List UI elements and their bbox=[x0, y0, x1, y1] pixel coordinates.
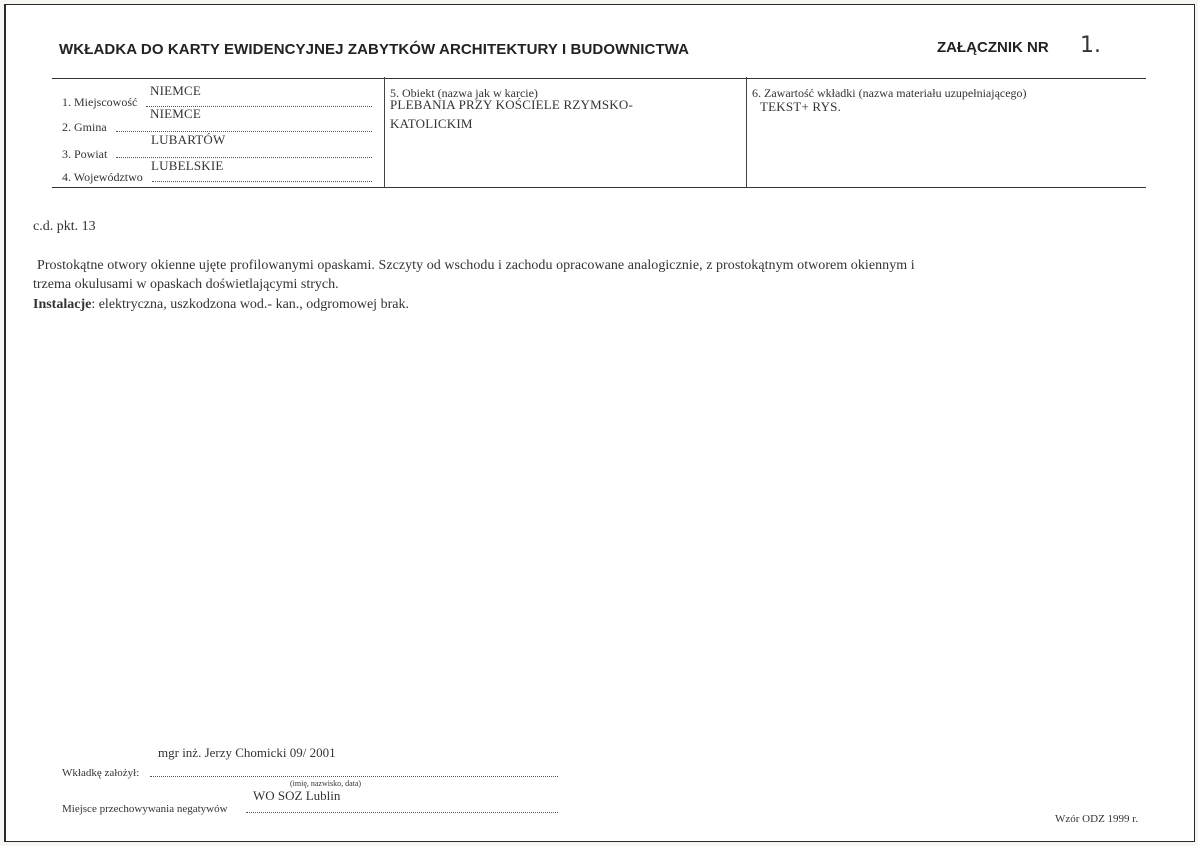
template-version: Wzór ODZ 1999 r. bbox=[1055, 813, 1139, 825]
wojewodztwo-dotted-line bbox=[152, 181, 372, 182]
column-divider-1 bbox=[384, 77, 385, 188]
miejscowosc-label: 1. Miejscowość bbox=[62, 95, 138, 109]
installations-line bbox=[33, 297, 409, 313]
form-sheet bbox=[4, 4, 1195, 842]
annex-number: 1. bbox=[1080, 33, 1101, 58]
column-divider-2 bbox=[746, 77, 747, 188]
wojewodztwo-label: 4. Województwo bbox=[62, 170, 143, 184]
miejscowosc-value: NIEMCE bbox=[150, 83, 202, 98]
object-value-line2: KATOLICKIM bbox=[390, 116, 473, 131]
annex-label: ZAŁĄCZNIK NR bbox=[937, 39, 1049, 56]
contents-value: TEKST+ RYS. bbox=[760, 99, 842, 114]
description-line-2: trzema okulusami w opaskach doświetlającymi strych. bbox=[33, 277, 339, 292]
powiat-label: 3. Powiat bbox=[62, 147, 108, 161]
object-label: 5. Obiekt (nazwa jak w karcie) bbox=[390, 86, 538, 100]
table-bottom-rule bbox=[52, 187, 1146, 188]
object-value-line1: PLEBANIA PRZY KOŚCIELE RZYMSKO- bbox=[390, 97, 633, 112]
author-value: mgr inż. Jerzy Chomicki 09/ 2001 bbox=[158, 745, 336, 760]
storage-label: Miejsce przechowywania negatywów bbox=[62, 803, 228, 815]
storage-value: WO SOZ Lublin bbox=[253, 788, 341, 803]
installations-label: Instalacje bbox=[33, 297, 92, 312]
installations-text: : elektryczna, uszkodzona wod.- kan., odgromowej brak. bbox=[91, 297, 409, 312]
author-hint: (imię, nazwisko, data) bbox=[290, 779, 362, 788]
powiat-value: LUBARTÓW bbox=[151, 132, 226, 147]
contents-label: 6. Zawartość wkładki (nazwa materiału uzupełniającego) bbox=[752, 86, 1027, 100]
section-reference: c.d. pkt. 13 bbox=[33, 219, 96, 234]
description-line-1: Prostokątne otwory okienne ujęte profilowanymi opaskami. Szczyty od wschodu i zachodu opracowane analogicznie, z prostokątnym otworem okiennym i bbox=[37, 258, 915, 273]
gmina-value: NIEMCE bbox=[150, 106, 202, 121]
author-dotted-line bbox=[150, 776, 558, 777]
table-top-rule bbox=[52, 78, 1146, 79]
form-title: WKŁADKA DO KARTY EWIDENCYJNEJ ZABYTKÓW ARCHITEKTURY I BUDOWNICTWA bbox=[59, 41, 690, 58]
wojewodztwo-value: LUBELSKIE bbox=[151, 158, 224, 173]
author-label: Wkładkę założył: bbox=[62, 767, 140, 779]
storage-dotted-line bbox=[246, 812, 558, 813]
gmina-label: 2. Gmina bbox=[62, 120, 107, 134]
